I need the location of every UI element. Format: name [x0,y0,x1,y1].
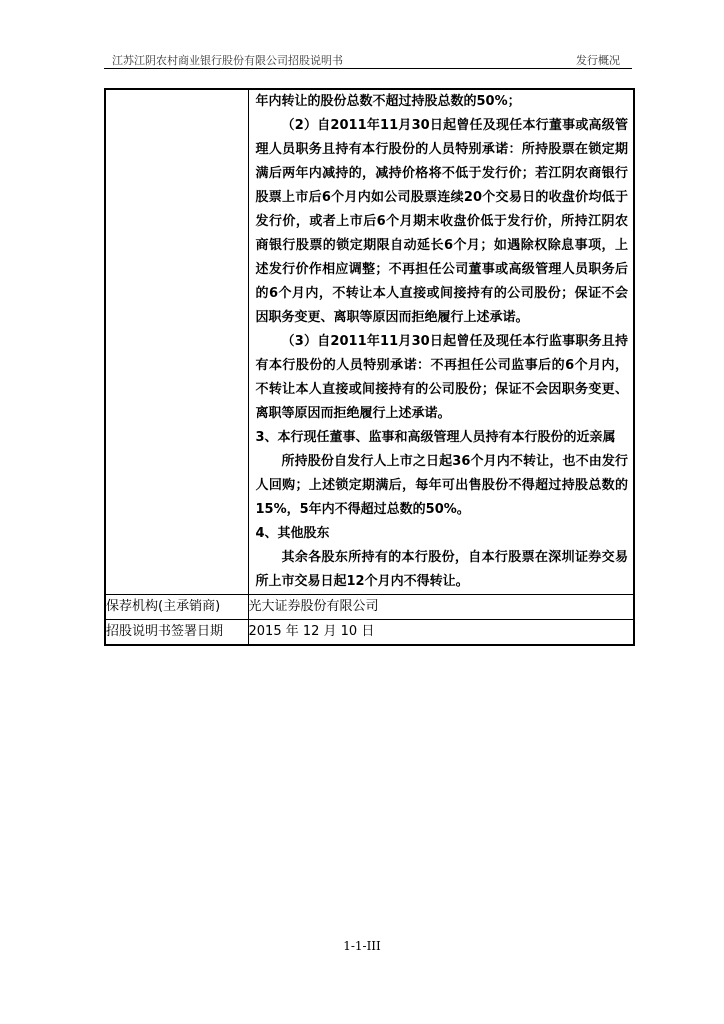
section-heading: 3、本行现任董事、监事和高级管理人员持有本行股份的近亲属 [255,430,616,445]
paragraph: 年内转让的股份总数不超过持股总数的50%； [255,94,521,109]
paragraph: 所持股份自发行人上市之日起36个月内不转让，也不由发行人回购；上述锁定期满后，每年可出售股份不得超过持股总数的15%，5年内不得超过总数的50%。 [255,454,628,517]
empty-label-cell [105,89,248,595]
table-row [105,620,634,646]
sponsor-label: 保荐机构(主承销商) [105,595,248,620]
table-row [105,89,634,595]
header-rule [104,68,632,69]
paragraph: （3）自2011年11月30日起曾任及现任本行监事职务且持有本行股份的人员特别承诺：不再担任公司监事后的6个月内，不转让本人直接或间接持有的公司股份；保证不会因职务变更、离职等原因而拒绝履行上述承诺。 [255,334,628,421]
section-heading: 4、其他股东 [255,526,330,541]
paragraph: 其余各股东所持有的本行股份，自本行股票在深圳证券交易所上市交易日起12个月内不得转让。 [255,550,628,589]
lockup-commitments-cell [248,89,634,595]
header-document-title: 江苏江阴农村商业银行股份有限公司招股说明书 [112,54,343,67]
page-number: 1-1-III [343,939,381,953]
signing-date-value: 2015 年 12 月 10 日 [248,620,634,646]
paragraph: （2）自2011年11月30日起曾任及现任本行董事或高级管理人员职务且持有本行股份的人员特别承诺：所持股票在锁定期满后两年内减持的，减持价格将不低于发行价；若江阴农商银行股票上市后6个月内如公司股票连续20个交易日的收盘价均低于发行价，或者上市后6个月期末收盘价低于发行价，所持江阴农商银行股票的锁定期限自动延长6个月；如遇除权除息事项，上述发行价作相应调整；不再担任公司董事或高级管理人员职务后的6个月内，不转让本人直接或间接持有的公司股份；保证不会因职务变更、离职等原因而拒绝履行上述承诺。 [255,118,628,325]
table-row [105,595,634,620]
header-section-title: 发行概况 [576,54,620,67]
sponsor-value: 光大证券股份有限公司 [248,595,634,620]
offering-overview-table [104,88,635,646]
signing-date-label: 招股说明书签署日期 [105,620,248,646]
lockup-commitments-text [249,90,634,594]
